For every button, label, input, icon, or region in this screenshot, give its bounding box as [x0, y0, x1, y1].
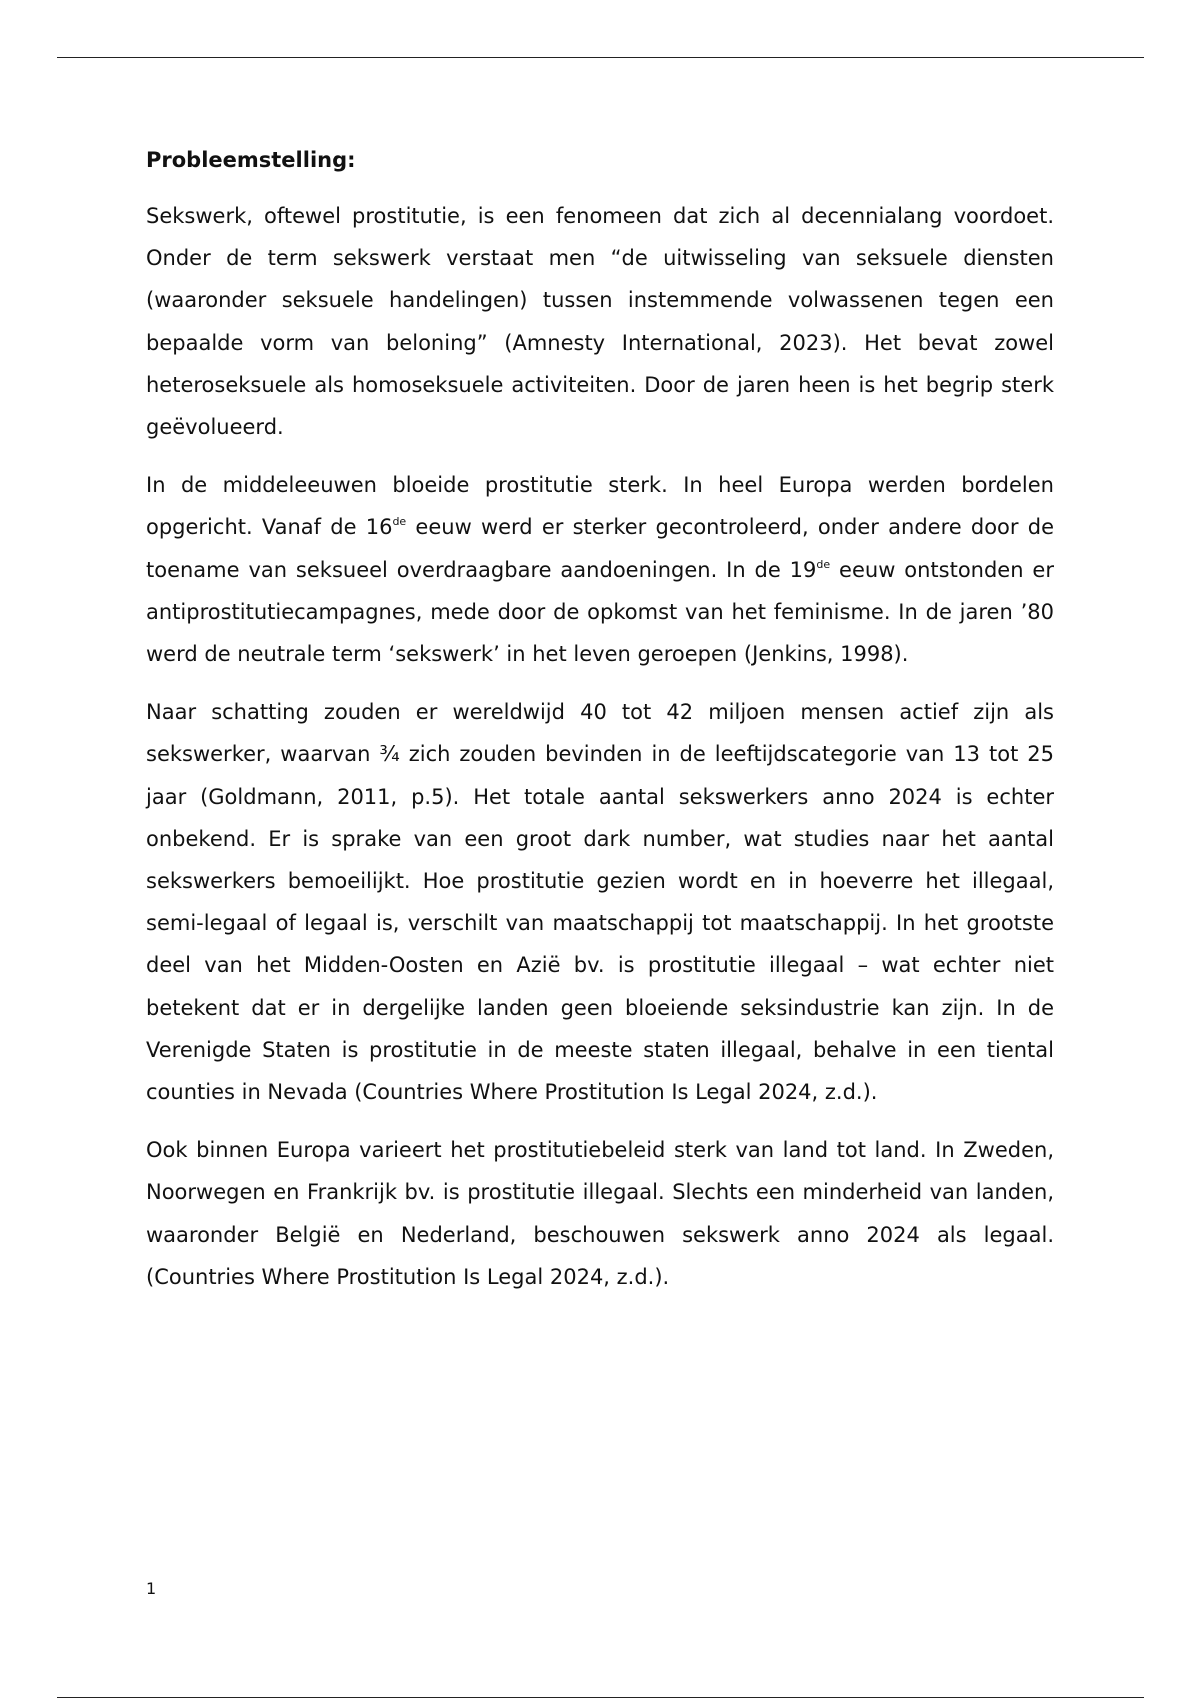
paragraph-europe: Ook binnen Europa varieert het prostitutiebeleid sterk van land tot land. In Zweden, Noorwegen en Frankrijk bv. is prostitutie illegaal. Slechts een minderheid van landen, waaronder België en Nederland, beschouwen sekswerk anno 2024 als legaal. (Countries Where Prostitution Is Legal 2024, z.d.).	[146, 1138, 1054, 1289]
paragraph-worldwide: Naar schatting zouden er wereldwijd 40 tot 42 miljoen mensen actief zijn als sekswerker, waarvan ¾ zich zouden bevinden in de leeftijdscategorie van 13 tot 25 jaar (Goldmann, 2011, p.5). Het totale aantal sekswerkers anno 2024 is echter onbekend. Er is sprake van een groot dark number, wat studies naar het aantal sekswerkers bemoeilijkt. Hoe prostitutie gezien wordt en in hoeverre het illegaal, semi-legaal of legaal is, verschilt van maatschappij tot maatschappij. In het grootste deel van het Midden-Oosten en Azië bv. is prostitutie illegaal – wat echter niet betekent dat er in dergelijke landen geen bloeiende seksindustrie kan zijn. In de Verenigde Staten is prostitutie in de meeste staten illegaal, behalve in een tiental counties in Nevada (Countries Where Prostitution Is Legal 2024, z.d.).	[146, 700, 1054, 1105]
header-rule	[57, 57, 1144, 58]
footer-rule	[57, 1697, 1144, 1698]
history-text-2: eeuw werd er sterker gecontroleerd, onder andere door de toename van seksueel overdraagbare aandoeningen. In de 19	[146, 515, 1054, 582]
document-body	[146, 144, 1054, 1314]
page-number: 1	[146, 1579, 157, 1598]
paragraph-history	[146, 464, 1054, 675]
section-heading: Probleemstelling:	[146, 148, 356, 172]
history-text-1: In de middeleeuwen bloeide prostitutie sterk. In heel Europa werden bordelen opgericht. Vanaf de 16	[146, 473, 1054, 540]
ordinal-superscript-16: de	[392, 515, 407, 529]
history-text-3: eeuw ontstonden er antiprostitutiecampagnes, mede door de opkomst van het feminisme. In de jaren ’80 werd de neutrale term ‘sekswerk’ in het leven geroepen (Jenkins, 1998).	[146, 557, 1054, 667]
paragraph-definition: Sekswerk, oftewel prostitutie, is een fenomeen dat zich al decennialang voordoet. Onder de term sekswerk verstaat men “de uitwisseling van seksuele diensten (waaronder seksuele handelingen) tussen instemmende volwassenen tegen een bepaalde vorm van beloning” (Amnesty International, 2023). Het bevat zowel heteroseksuele als homoseksuele activiteiten. Door de jaren heen is het begrip sterk geëvolueerd.	[146, 204, 1054, 440]
ordinal-superscript-19: de	[816, 557, 831, 571]
